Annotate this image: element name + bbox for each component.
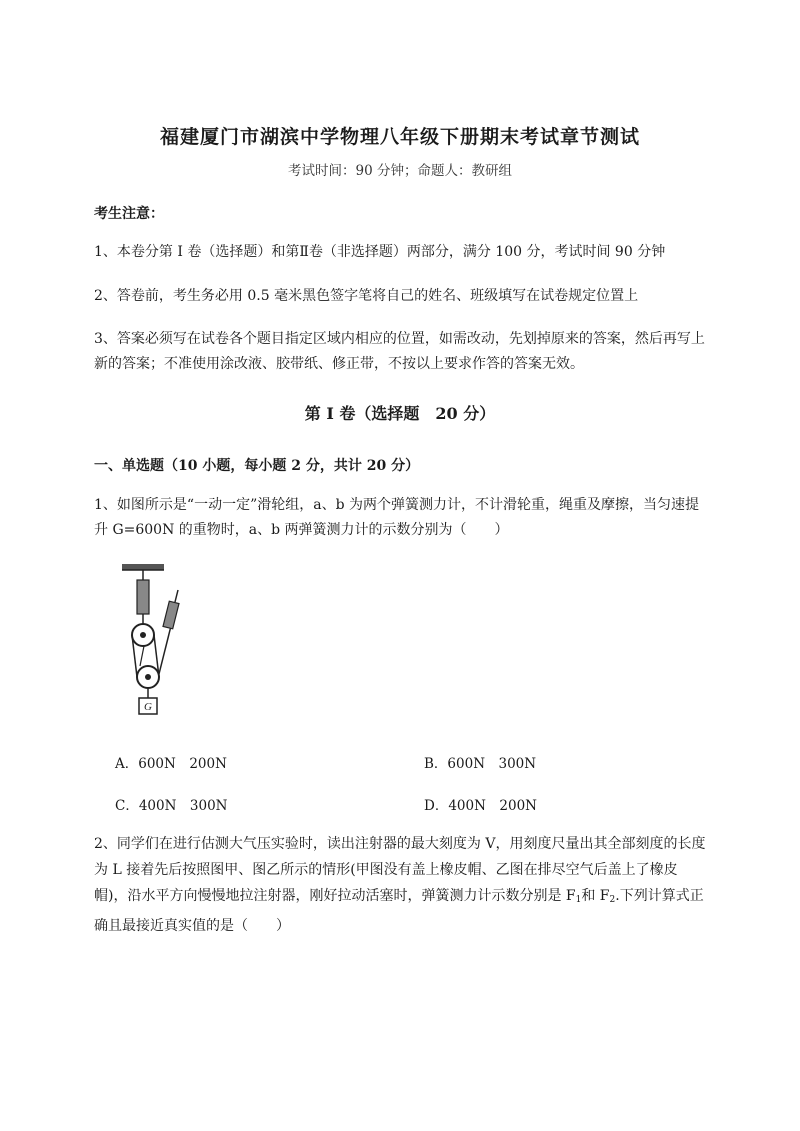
q2-subscript-1: 1 xyxy=(575,895,582,905)
q2-text-part1: 2、同学们在进行估测大气压实验时，读出注射器的最大刻度为 V，用刻度尺量出其全部刻度的长度为 L 接着先后按照图甲、图乙所示的情形(甲图没有盖上橡皮帽、乙图在排尽空气后盖上了橡皮帽)，沿水平方向慢慢地拉注射器，刚好拉动活塞时，弹簧测力计示数分别是 F xyxy=(94,836,706,904)
question-2-text xyxy=(94,831,706,939)
section-title: 第 I 卷（选择题 20 分） xyxy=(304,404,496,423)
notice-item-1: 1、本卷分第 I 卷（选择题）和第Ⅱ卷（非选择题）两部分，满分 100 分，考试时间 90 分钟 xyxy=(94,244,666,260)
q1-option-b: B．600N 300N xyxy=(424,756,537,772)
notice-item-3: 3、答案必须写在试卷各个题目指定区域内相应的位置，如需改动，先划掉原来的答案，然后再写上新的答案；不准使用涂改液、胶带纸、修正带，不按以上要求作答的答案无效。 xyxy=(94,331,705,372)
q1-option-a: A．600N 200N xyxy=(115,756,227,772)
spring-scale-b xyxy=(163,601,179,629)
q1-option-d: D．400N 200N xyxy=(424,798,537,814)
ceiling-support xyxy=(122,564,164,570)
q2-text-mid: 和 F xyxy=(581,888,610,904)
notice-heading: 考生注意： xyxy=(94,206,164,222)
weight-label: G xyxy=(144,701,152,713)
q1-option-c: C．400N 300N xyxy=(115,798,228,814)
notice-item-2: 2、答卷前，考生务必用 0.5 毫米黑色签字笔将自己的姓名、班级填写在试卷规定位置上 xyxy=(94,288,639,304)
q2-subscript-2: 2 xyxy=(609,895,616,905)
page-title: 福建厦门市湖滨中学物理八年级下册期末考试章节测试 xyxy=(159,126,640,148)
question-1-text: 1、如图所示是“一动一定”滑轮组，a、b 为两个弹簧测力计，不计滑轮重，绳重及摩擦，当匀速提升 G=600N 的重物时，a、b 两弹簧测力计的示数分别为（ ） xyxy=(94,497,699,538)
spring-scale-a xyxy=(137,580,149,614)
exam-subtitle: 考试时间：90 分钟；命题人：教研组 xyxy=(288,163,512,179)
pulley-figure xyxy=(118,562,198,722)
part-heading: 一、单选题（10 小题，每小题 2 分，共计 20 分） xyxy=(94,458,420,474)
q2-text-part2: .下列计算式正确且最接近真实值的是（ ） xyxy=(94,888,704,934)
